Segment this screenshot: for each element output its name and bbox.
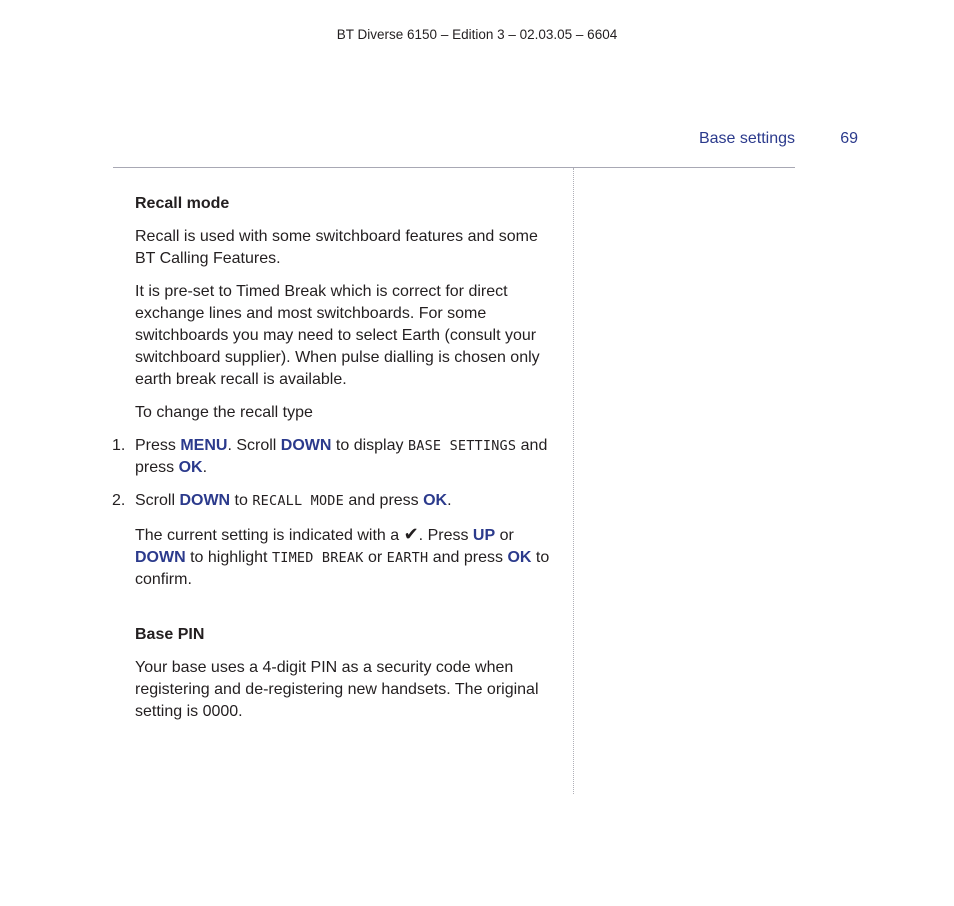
- step-number: 2.: [112, 492, 126, 509]
- page-number: 69: [840, 130, 858, 147]
- key-ok: OK: [178, 459, 203, 476]
- section-title: Base settings: [698, 130, 795, 147]
- display-text: RECALL MODE: [252, 493, 344, 509]
- display-text: EARTH: [386, 550, 429, 566]
- edition-line: BT Diverse 6150 – Edition 3 – 02.03.05 – 6604: [336, 27, 618, 42]
- key-down: DOWN: [135, 549, 186, 566]
- recall-current-setting-note: The current setting is indicated with a ✔. Press UP or DOWN to highlight TIMED BREAK or EARTH and press OK to confirm.: [135, 524, 550, 588]
- display-text: BASE SETTINGS: [407, 438, 517, 454]
- tick-icon: ✔: [403, 524, 419, 544]
- base-pin-paragraph: Your base uses a 4-digit PIN as a security code when registering and de-registering new handsets. The original setting is 0000.: [135, 659, 539, 720]
- header-rule: [113, 167, 795, 168]
- main-column: [112, 193, 560, 734]
- recall-preset-paragraph: It is pre-set to Timed Break which is correct for direct exchange lines and most switchboards. For some switchboards you may need to select Earth (consult your switchboard supplier). When pulse dialling is chosen only earth break recall is available.: [135, 283, 540, 388]
- key-ok: OK: [423, 492, 448, 509]
- display-text: TIMED BREAK: [271, 550, 364, 566]
- step-number: 1.: [112, 437, 126, 454]
- key-up: UP: [472, 527, 496, 544]
- recall-change-intro: To change the recall type: [135, 404, 313, 421]
- key-down: DOWN: [280, 437, 332, 454]
- key-down: DOWN: [179, 492, 231, 509]
- key-menu: MENU: [180, 437, 228, 454]
- column-divider: [573, 168, 574, 794]
- recall-mode-heading: Recall mode: [135, 195, 230, 212]
- step-1: 1. Press MENU. Scroll DOWN to display BASE SETTINGS and press OK.: [112, 437, 548, 476]
- base-pin-heading: Base PIN: [135, 626, 205, 643]
- step-2: 2. Scroll DOWN to RECALL MODE and press OK.: [135, 490, 560, 512]
- key-ok: OK: [507, 549, 532, 566]
- recall-intro: Recall is used with some switchboard features and some BT Calling Features.: [135, 228, 538, 267]
